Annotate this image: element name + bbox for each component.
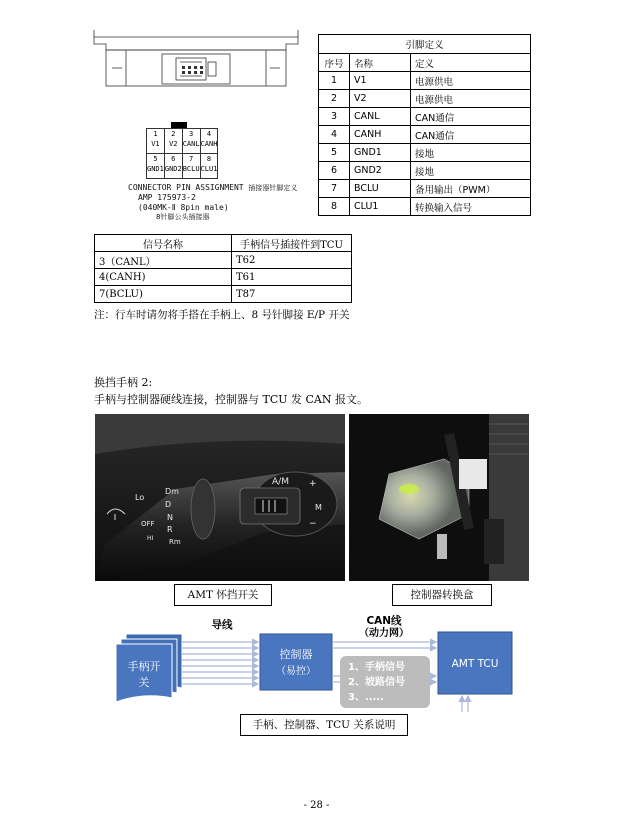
lever-label: − bbox=[309, 519, 317, 529]
lever-label: + bbox=[309, 479, 317, 489]
table-cell: T62 bbox=[232, 252, 352, 269]
table-cell: BCLU bbox=[350, 180, 411, 198]
table-cell: V1 bbox=[350, 72, 411, 90]
connector-caption bbox=[128, 183, 297, 221]
connector-line1-cn: 插接器针脚定义 bbox=[248, 184, 298, 192]
usage-note: 注：行车时请勿将手搭在手柄上、8 号针脚接 E/P 开关 bbox=[94, 309, 350, 321]
table-cell: 4 bbox=[319, 126, 350, 144]
lever-switch-label: 手柄开 bbox=[127, 660, 161, 673]
section-paragraph: 手柄与控制器硬线连接，控制器与 TCU 发 CAN 报文。 bbox=[94, 393, 368, 406]
pin-table-title: 引脚定义 bbox=[319, 35, 531, 54]
table-cell: 3 bbox=[319, 108, 350, 126]
pin-cell: 7 BCLU bbox=[182, 154, 200, 179]
table-cell: GND1 bbox=[350, 144, 411, 162]
section-title: 换挡手柄 2: bbox=[94, 376, 153, 389]
lever-label: A/M bbox=[272, 477, 289, 487]
page-number: - 28 - bbox=[303, 800, 330, 811]
table-cell: 6 bbox=[319, 162, 350, 180]
pin-cell: 1 V1 bbox=[147, 129, 165, 154]
signal-item: 1、手柄信号 bbox=[348, 662, 405, 673]
connector-line1: CONNECTOR PIN ASSIGNMENT bbox=[128, 183, 244, 192]
pin-definition-table bbox=[318, 34, 531, 216]
lever-label: HI bbox=[147, 535, 154, 542]
table-row bbox=[319, 162, 531, 180]
table-cell: 电源供电 bbox=[411, 90, 531, 108]
table-cell: 电源供电 bbox=[411, 72, 531, 90]
table-cell: GND2 bbox=[350, 162, 411, 180]
table-cell: 转换输入信号 bbox=[411, 198, 531, 216]
table-cell: 4(CANH) bbox=[95, 269, 232, 286]
lever-label: Lo bbox=[135, 493, 145, 502]
connector-pin-grid bbox=[146, 128, 218, 179]
table-row bbox=[319, 144, 531, 162]
table-cell: 3（CANL） bbox=[95, 252, 232, 269]
table-cell: 备用输出（PWM） bbox=[411, 180, 531, 198]
header-cell: 信号名称 bbox=[95, 235, 232, 252]
table-cell: 接地 bbox=[411, 144, 531, 162]
pin-cell: 6 GND2 bbox=[164, 154, 182, 179]
lever-label: M bbox=[315, 503, 322, 512]
table-cell: CAN通信 bbox=[411, 126, 531, 144]
table-cell: CLU1 bbox=[350, 198, 411, 216]
table-cell: CANL bbox=[350, 108, 411, 126]
lever-label: OFF bbox=[141, 520, 155, 528]
pin-cell: 5 GND1 bbox=[147, 154, 165, 179]
diagram-caption: 手柄、控制器、TCU 关系说明 bbox=[240, 714, 408, 736]
lever-switch-shape bbox=[116, 644, 172, 702]
can-label: CAN线 bbox=[366, 615, 402, 627]
lever-label: D bbox=[165, 500, 172, 509]
pin-cell: 4 CANH bbox=[200, 129, 218, 154]
connector-line2: AMP 175973-2 bbox=[138, 193, 196, 202]
table-row bbox=[319, 198, 531, 216]
pin-cell: 3 CANL bbox=[182, 129, 200, 154]
table-cell: V2 bbox=[350, 90, 411, 108]
lever-switch-label-2: 关 bbox=[138, 676, 150, 689]
table-cell: 7 bbox=[319, 180, 350, 198]
signal-table bbox=[94, 234, 352, 303]
table-row bbox=[319, 108, 531, 126]
table-row bbox=[319, 90, 531, 108]
lever-label: R bbox=[167, 525, 173, 534]
header-cell: 序号 bbox=[319, 54, 350, 72]
header-cell: 定义 bbox=[411, 54, 531, 72]
table-cell: 2 bbox=[319, 90, 350, 108]
signal-table-header bbox=[95, 235, 352, 252]
controller-label: 控制器 bbox=[279, 648, 313, 661]
table-cell: CAN通信 bbox=[411, 108, 531, 126]
controller-sub-label: （易控） bbox=[276, 666, 316, 677]
table-cell: 7(BCLU) bbox=[95, 286, 232, 303]
pin-cell: 2 V2 bbox=[164, 129, 182, 154]
shift-lever-photo bbox=[95, 414, 345, 581]
pin-table-header bbox=[319, 54, 531, 72]
connector-line4: 8针脚公头插接器 bbox=[156, 213, 210, 221]
controller-box-photo bbox=[349, 414, 529, 581]
connector-drawing bbox=[92, 28, 300, 90]
photo-caption-shift-lever: AMT 怀挡开关 bbox=[174, 584, 272, 606]
amt-tcu-label: AMT TCU bbox=[451, 658, 499, 670]
pin-cell: 8 CLU1 bbox=[200, 154, 218, 179]
table-cell: 8 bbox=[319, 198, 350, 216]
table-cell: T61 bbox=[232, 269, 352, 286]
header-cell: 手柄信号插接件到TCU bbox=[232, 235, 352, 252]
table-cell: 接地 bbox=[411, 162, 531, 180]
lever-label: Rm bbox=[169, 538, 181, 546]
table-row bbox=[319, 126, 531, 144]
can-sub-label: （动力网） bbox=[359, 628, 409, 639]
table-cell: 1 bbox=[319, 72, 350, 90]
table-row bbox=[95, 269, 352, 286]
wire-label: 导线 bbox=[211, 619, 233, 631]
relationship-diagram bbox=[112, 612, 522, 712]
table-cell: 5 bbox=[319, 144, 350, 162]
table-row bbox=[319, 180, 531, 198]
photo-caption-controller: 控制器转换盒 bbox=[392, 584, 492, 606]
connector-line3: (040MK-Ⅱ 8pin male) bbox=[138, 203, 229, 212]
pin-row-bottom bbox=[147, 154, 218, 179]
table-cell: T87 bbox=[232, 286, 352, 303]
pin-row-top bbox=[147, 129, 218, 154]
table-cell: CANH bbox=[350, 126, 411, 144]
table-row bbox=[95, 286, 352, 303]
lever-label: Dm bbox=[165, 487, 179, 496]
table-row bbox=[95, 252, 352, 269]
controller-box bbox=[260, 634, 332, 690]
signal-item: 2、坡路信号 bbox=[348, 677, 405, 688]
signal-item: 3、..... bbox=[348, 692, 384, 703]
table-row bbox=[319, 72, 531, 90]
lever-label: N bbox=[167, 513, 173, 522]
header-cell: 名称 bbox=[350, 54, 411, 72]
